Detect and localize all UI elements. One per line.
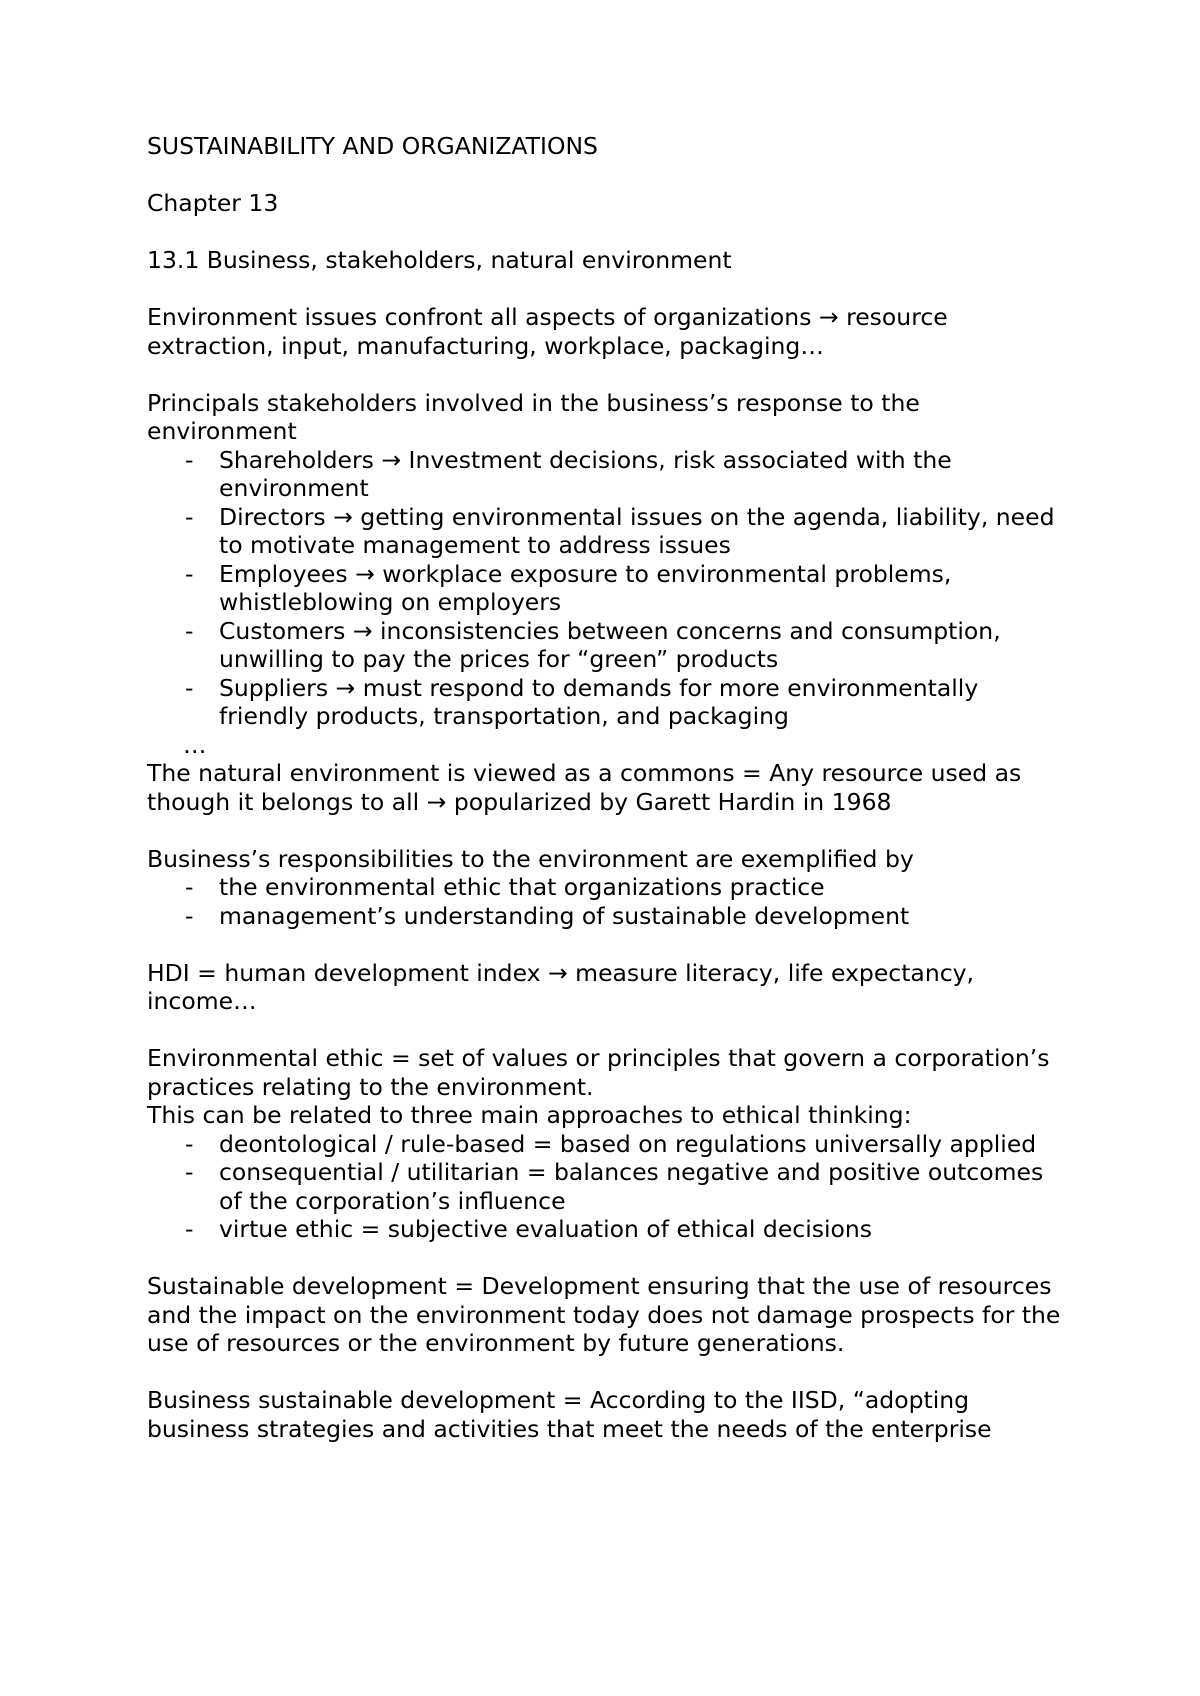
ethic-intro: This can be related to three main approaches to ethical thinking: <box>147 1101 912 1129</box>
list-item <box>147 873 1067 902</box>
section-heading: 13.1 Business, stakeholders, natural environment <box>147 246 732 274</box>
paragraph-commons: The natural environment is viewed as a commons = Any resource used as though it belongs to all → popularized by Garett Hardin in 1968 <box>147 759 1022 816</box>
stakeholders-intro: Principals stakeholders involved in the business’s response to the environment <box>147 388 920 445</box>
list-item <box>147 1215 1067 1244</box>
list-item-text: management’s understanding of sustainable development <box>219 901 910 930</box>
list-item <box>147 446 1067 503</box>
list-item-text: virtue ethic = subjective evaluation of ethical decisions <box>219 1215 873 1243</box>
dash-bullet: - <box>185 559 194 588</box>
dash-bullet: - <box>185 873 194 901</box>
list-item <box>147 1130 1067 1159</box>
responsibilities-intro: Business’s responsibilities to the environment are exemplified by <box>147 844 914 873</box>
list-item <box>147 617 1067 674</box>
dash-bullet: - <box>185 901 194 930</box>
list-item <box>147 674 1067 731</box>
list-item <box>147 560 1067 617</box>
responsibilities-list <box>147 873 1067 930</box>
dash-bullet: - <box>185 616 194 645</box>
paragraph-environment-issues: Environment issues confront all aspects of organizations → resource extraction, input, manufacturing, workplace, packaging… <box>147 303 948 360</box>
list-item <box>147 1158 1067 1215</box>
list-item-text: Customers → inconsistencies between concerns and consumption, unwilling to pay the prices for “green” products <box>219 616 1001 673</box>
dash-bullet: - <box>185 445 194 474</box>
document-body <box>147 132 1067 1443</box>
document-title: SUSTAINABILITY AND ORGANIZATIONS <box>147 132 598 160</box>
paragraph-business-sustainable-development: Business sustainable development = According to the IISD, “adopting business strategies and activities that meet the needs of the enterprise <box>147 1386 992 1443</box>
ethic-definition: Environmental ethic = set of values or principles that govern a corporation’s practices relating to the environment. <box>147 1044 1050 1101</box>
dash-bullet: - <box>185 673 194 702</box>
list-item-text: Suppliers → must respond to demands for more environmentally friendly products, transportation, and packaging <box>219 673 979 730</box>
list-item-text: consequential / utilitarian = balances negative and positive outcomes of the corporation’s influence <box>219 1158 1044 1215</box>
dash-bullet: - <box>185 1158 194 1186</box>
list-item-text: the environmental ethic that organizations practice <box>219 873 825 901</box>
paragraph-hdi: HDI = human development index → measure literacy, life expectancy, income… <box>147 958 975 1015</box>
dash-bullet: - <box>185 1129 194 1158</box>
list-item <box>147 902 1067 931</box>
list-item <box>147 503 1067 560</box>
chapter-heading: Chapter 13 <box>147 189 279 217</box>
list-item-text: Directors → getting environmental issues on the agenda, liability, need to motivate management to address issues <box>219 502 1055 559</box>
dash-bullet: - <box>185 1215 194 1243</box>
paragraph-sustainable-development: Sustainable development = Development ensuring that the use of resources and the impact on the environment today does not damage prospects for the use of resources or the environment by future generations. <box>147 1272 1061 1357</box>
list-item-text: Shareholders → Investment decisions, risk associated with the environment <box>219 445 952 502</box>
list-item-text: Employees → workplace exposure to environmental problems, whistleblowing on employers <box>219 559 952 616</box>
list-item-text: deontological / rule-based = based on regulations universally applied <box>219 1129 1037 1158</box>
ethic-approaches-list <box>147 1130 1067 1244</box>
list-ellipsis: … <box>183 730 207 759</box>
dash-bullet: - <box>185 502 194 531</box>
stakeholders-list <box>147 446 1067 731</box>
